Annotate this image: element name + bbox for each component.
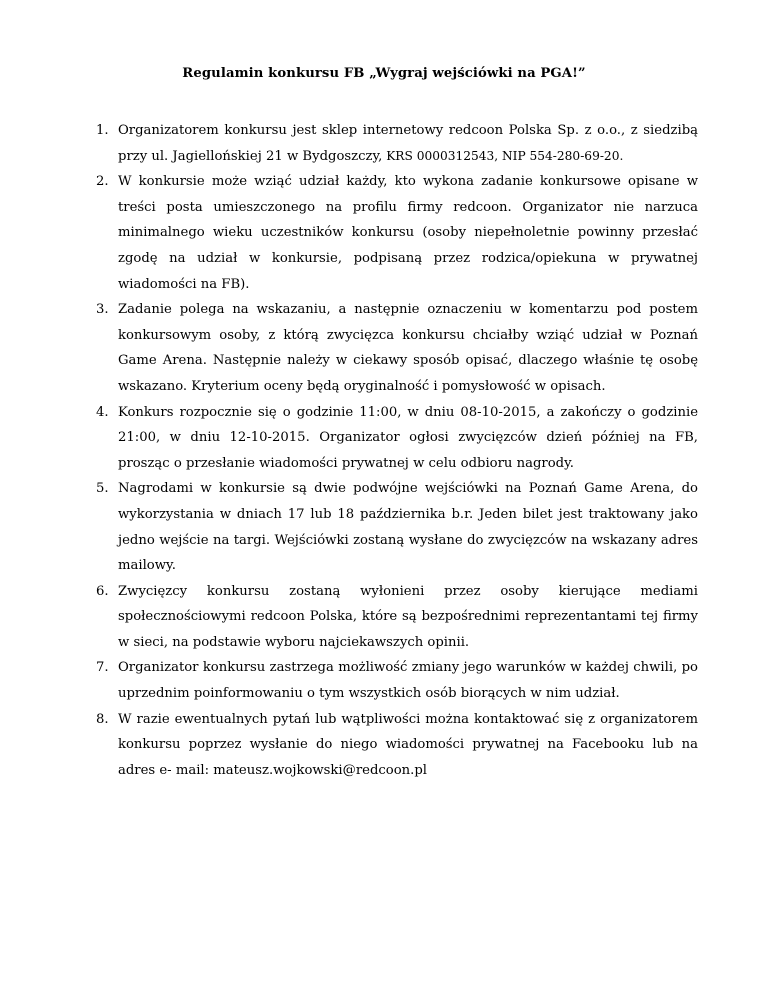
rule-number: 7. [96, 660, 109, 676]
rules-list [96, 118, 698, 783]
rule-item-3 [96, 297, 698, 399]
rule-number: 8. [96, 711, 109, 727]
rule-item-8 [96, 707, 698, 784]
rule-text: Konkurs rozpocznie się o godzinie 11:00, w dniu 08-10-2015, a zakończy o godzinie 21:00, w dniu 12-10-2015. Organizator ogłosi zwycięzców dzień później na FB, prosząc o przesłanie wiadomości prywatnej w celu odbioru nagrody. [118, 404, 698, 471]
rule-item-5 [96, 476, 698, 578]
document-title: Regulamin konkursu FB „Wygraj wejściówki na PGA!” [182, 66, 586, 81]
rule-item-4 [96, 400, 698, 477]
rule-registry-info: KRS 0000312543, NIP 554-280-69-20. [382, 148, 624, 163]
rule-text: Organizatorem konkursu jest sklep internetowy redcoon Polska Sp. z o.o., z siedzibą przy ul. Jagiellońskiej 21 w Bydgoszczy, [118, 123, 698, 164]
rule-number: 2. [96, 174, 109, 190]
rule-item-6 [96, 579, 698, 656]
rule-text: W konkursie może wziąć udział każdy, kto wykona zadanie konkursowe opisane w treści posta umieszczonego na profilu firmy redcoon. Organizator nie narzuca minimalnego wieku uczestników konkursu (osoby niepełnoletnie powinny przesłać zgodę na udział w konkursie, podpisaną przez rodzica/opiekuna w prywatnej wiadomości na FB). [118, 174, 698, 292]
rule-text: Nagrodami w konkursie są dwie podwójne wejściówki na Poznań Game Arena, do wykorzystania w dniach 17 lub 18 października b.r. Jeden bilet jest traktowany jako jedno wejście na targi. Wejściówki zostaną wysłane do zwycięzców na wskazany adres mailowy. [118, 481, 698, 574]
rule-item-1 [96, 118, 698, 169]
rule-text-rest: społecznościowymi redcoon Polska, które są bezpośrednimi reprezentantami tej firmy w sieci, na podstawie wyboru najciekawszych opinii. [118, 609, 698, 650]
rule-number: 6. [96, 583, 109, 599]
rule-text: Organizator konkursu zastrzega możliwość zmiany jego warunków w każdej chwili, po uprzednim poinformowaniu o tym wszystkich osób biorących w nim udział. [118, 660, 698, 702]
rule-number: 5. [96, 481, 109, 497]
rule-text: W razie ewentualnych pytań lub wątpliwości można kontaktować się z organizatorem konkursu poprzez wysłanie do niego wiadomości prywatnej na Facebooku lub na adres e- mail: mateusz.wojkowski@redcoon.pl [118, 711, 698, 778]
rule-item-7 [96, 655, 698, 706]
rule-text-first-line: Zwycięzcy konkursu zostaną wyłonieni przez osoby kierujące mediami [118, 583, 698, 599]
rule-number: 3. [96, 302, 109, 318]
rule-number: 4. [96, 404, 109, 420]
rule-item-2 [96, 169, 698, 297]
rule-number: 1. [96, 123, 109, 138]
rule-text: Zadanie polega na wskazaniu, a następnie oznaczeniu w komentarzu pod postem konkursowym osoby, z którą zwycięzca konkursu chciałby wziąć udział w Poznań Game Arena. Następnie należy w ciekawy sposób opisać, dlaczego właśnie tę osobę wskazano. Kryterium oceny będą oryginalność i pomysłowość w opisach. [118, 302, 698, 394]
